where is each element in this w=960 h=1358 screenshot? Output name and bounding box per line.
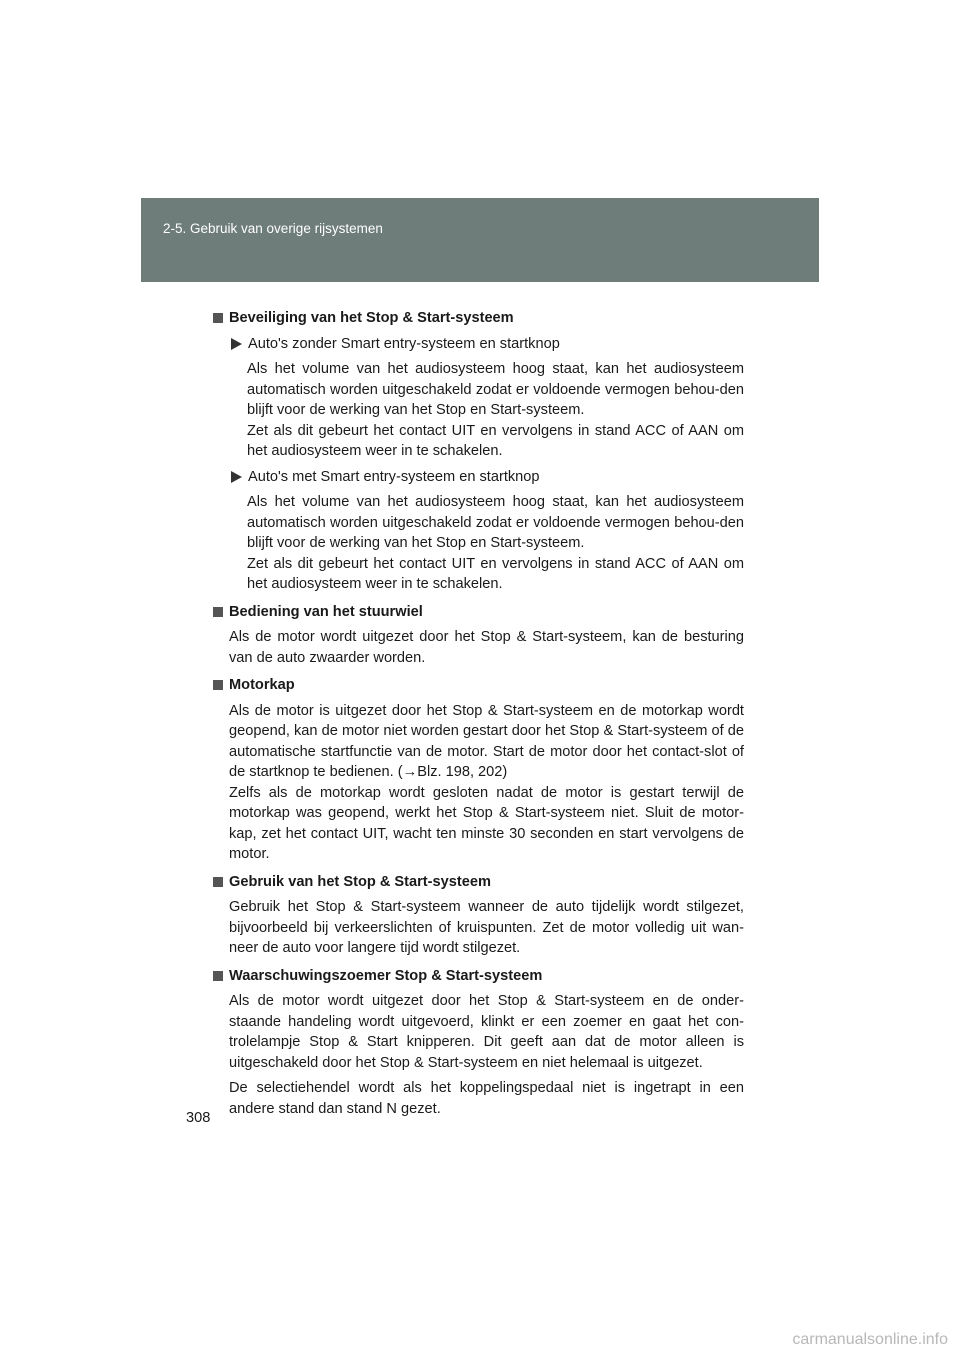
section-heading: Gebruik van het Stop & Start-systeem [212,872,744,893]
paragraph: De selectiehendel wordt als het koppelingspedaal niet is ingetrapt in een andere stand dan stand N gezet. [229,1080,744,1117]
paragraph: Gebruik het Stop & Start-systeem wanneer de auto tijdelijk wordt stilgezet, bijvoorbeeld bij verkeerslichten of kruispunten. Zet de motor volledig uit wan-neer de auto voor langere tijd wordt stilgezet. [229,899,744,956]
section-stop-start-protection [212,308,744,595]
square-bullet-icon [213,607,223,617]
sub-heading-without-smart-entry: Auto's zonder Smart entry-systeem en startknop [212,334,744,355]
section-hood [212,675,744,865]
square-bullet-icon [213,313,223,323]
paragraph: Als het volume van het audiosysteem hoog staat, kan het audiosysteem automatisch worden uitgeschakeld zodat er voldoende vermogen behou-den blijft voor de werking van het Stop en Start-systeem. Zet als dit gebeurt het contact UIT en vervolgens in stand ACC of AAN om het audiosysteem weer in te schakelen. [247,361,744,459]
section-heading: Bediening van het stuurwiel [212,602,744,623]
section-warning-buzzer [212,966,744,1120]
section-header-band [141,198,819,282]
triangle-bullet-icon [231,471,242,483]
square-bullet-icon [213,680,223,690]
section-usage [212,872,744,959]
triangle-bullet-icon [231,338,242,350]
paragraph: Als de motor is uitgezet door het Stop & Start-systeem en de motorkap wordt geopend, kan de motor niet worden gestart door het Stop & Start-systeem of de automatische startfunctie van de motor. Start de motor door het contact-slot of de startknop te bedienen. (→Blz. 198, 202) Zelfs als de motorkap wordt gesloten nadat de motor is gestart terwijl de motorkap was geopend, werkt het Stop & Start-systeem niet. Sluit de motor-kap, zet het contact UIT, wacht ten minste 30 seconden en start vervolgens de motor. [229,702,744,862]
square-bullet-icon [213,877,223,887]
section-heading: Beveiliging van het Stop & Start-systeem [212,308,744,329]
paragraph: Als de motor wordt uitgezet door het Stop & Start-systeem, kan de besturing van de auto zwaarder worden. [229,629,744,666]
square-bullet-icon [213,971,223,981]
page-number: 308 [186,1110,211,1126]
paragraph: Als het volume van het audiosysteem hoog staat, kan het audiosysteem automatisch worden uitgeschakeld zodat er voldoende vermogen behou-den blijft voor de werking van het Stop en Start-systeem. Zet als dit gebeurt het contact UIT en vervolgens in stand ACC of AAN om het audiosysteem weer in te schakelen. [247,494,744,592]
paragraph: Als de motor wordt uitgezet door het Stop & Start-systeem en de onder-staande handeling wordt uitgevoerd, klinkt er een zoemer en gaat het con-trolelampje Stop & Start knipperen. Dit geeft aan dat de motor alleen is uitgeschakeld door het Stop & Start-systeem en niet helemaal is uitgezet. [229,993,744,1071]
sub-heading-with-smart-entry: Auto's met Smart entry-systeem en startknop [212,467,744,488]
section-heading: Waarschuwingszoemer Stop & Start-systeem [212,966,744,987]
section-title: 2-5. Gebruik van overige rijsystemen [163,221,383,236]
watermark: carmanualsonline.info [792,1331,948,1348]
section-steering [212,602,744,669]
section-heading: Motorkap [212,675,744,696]
page-content [212,308,744,1126]
